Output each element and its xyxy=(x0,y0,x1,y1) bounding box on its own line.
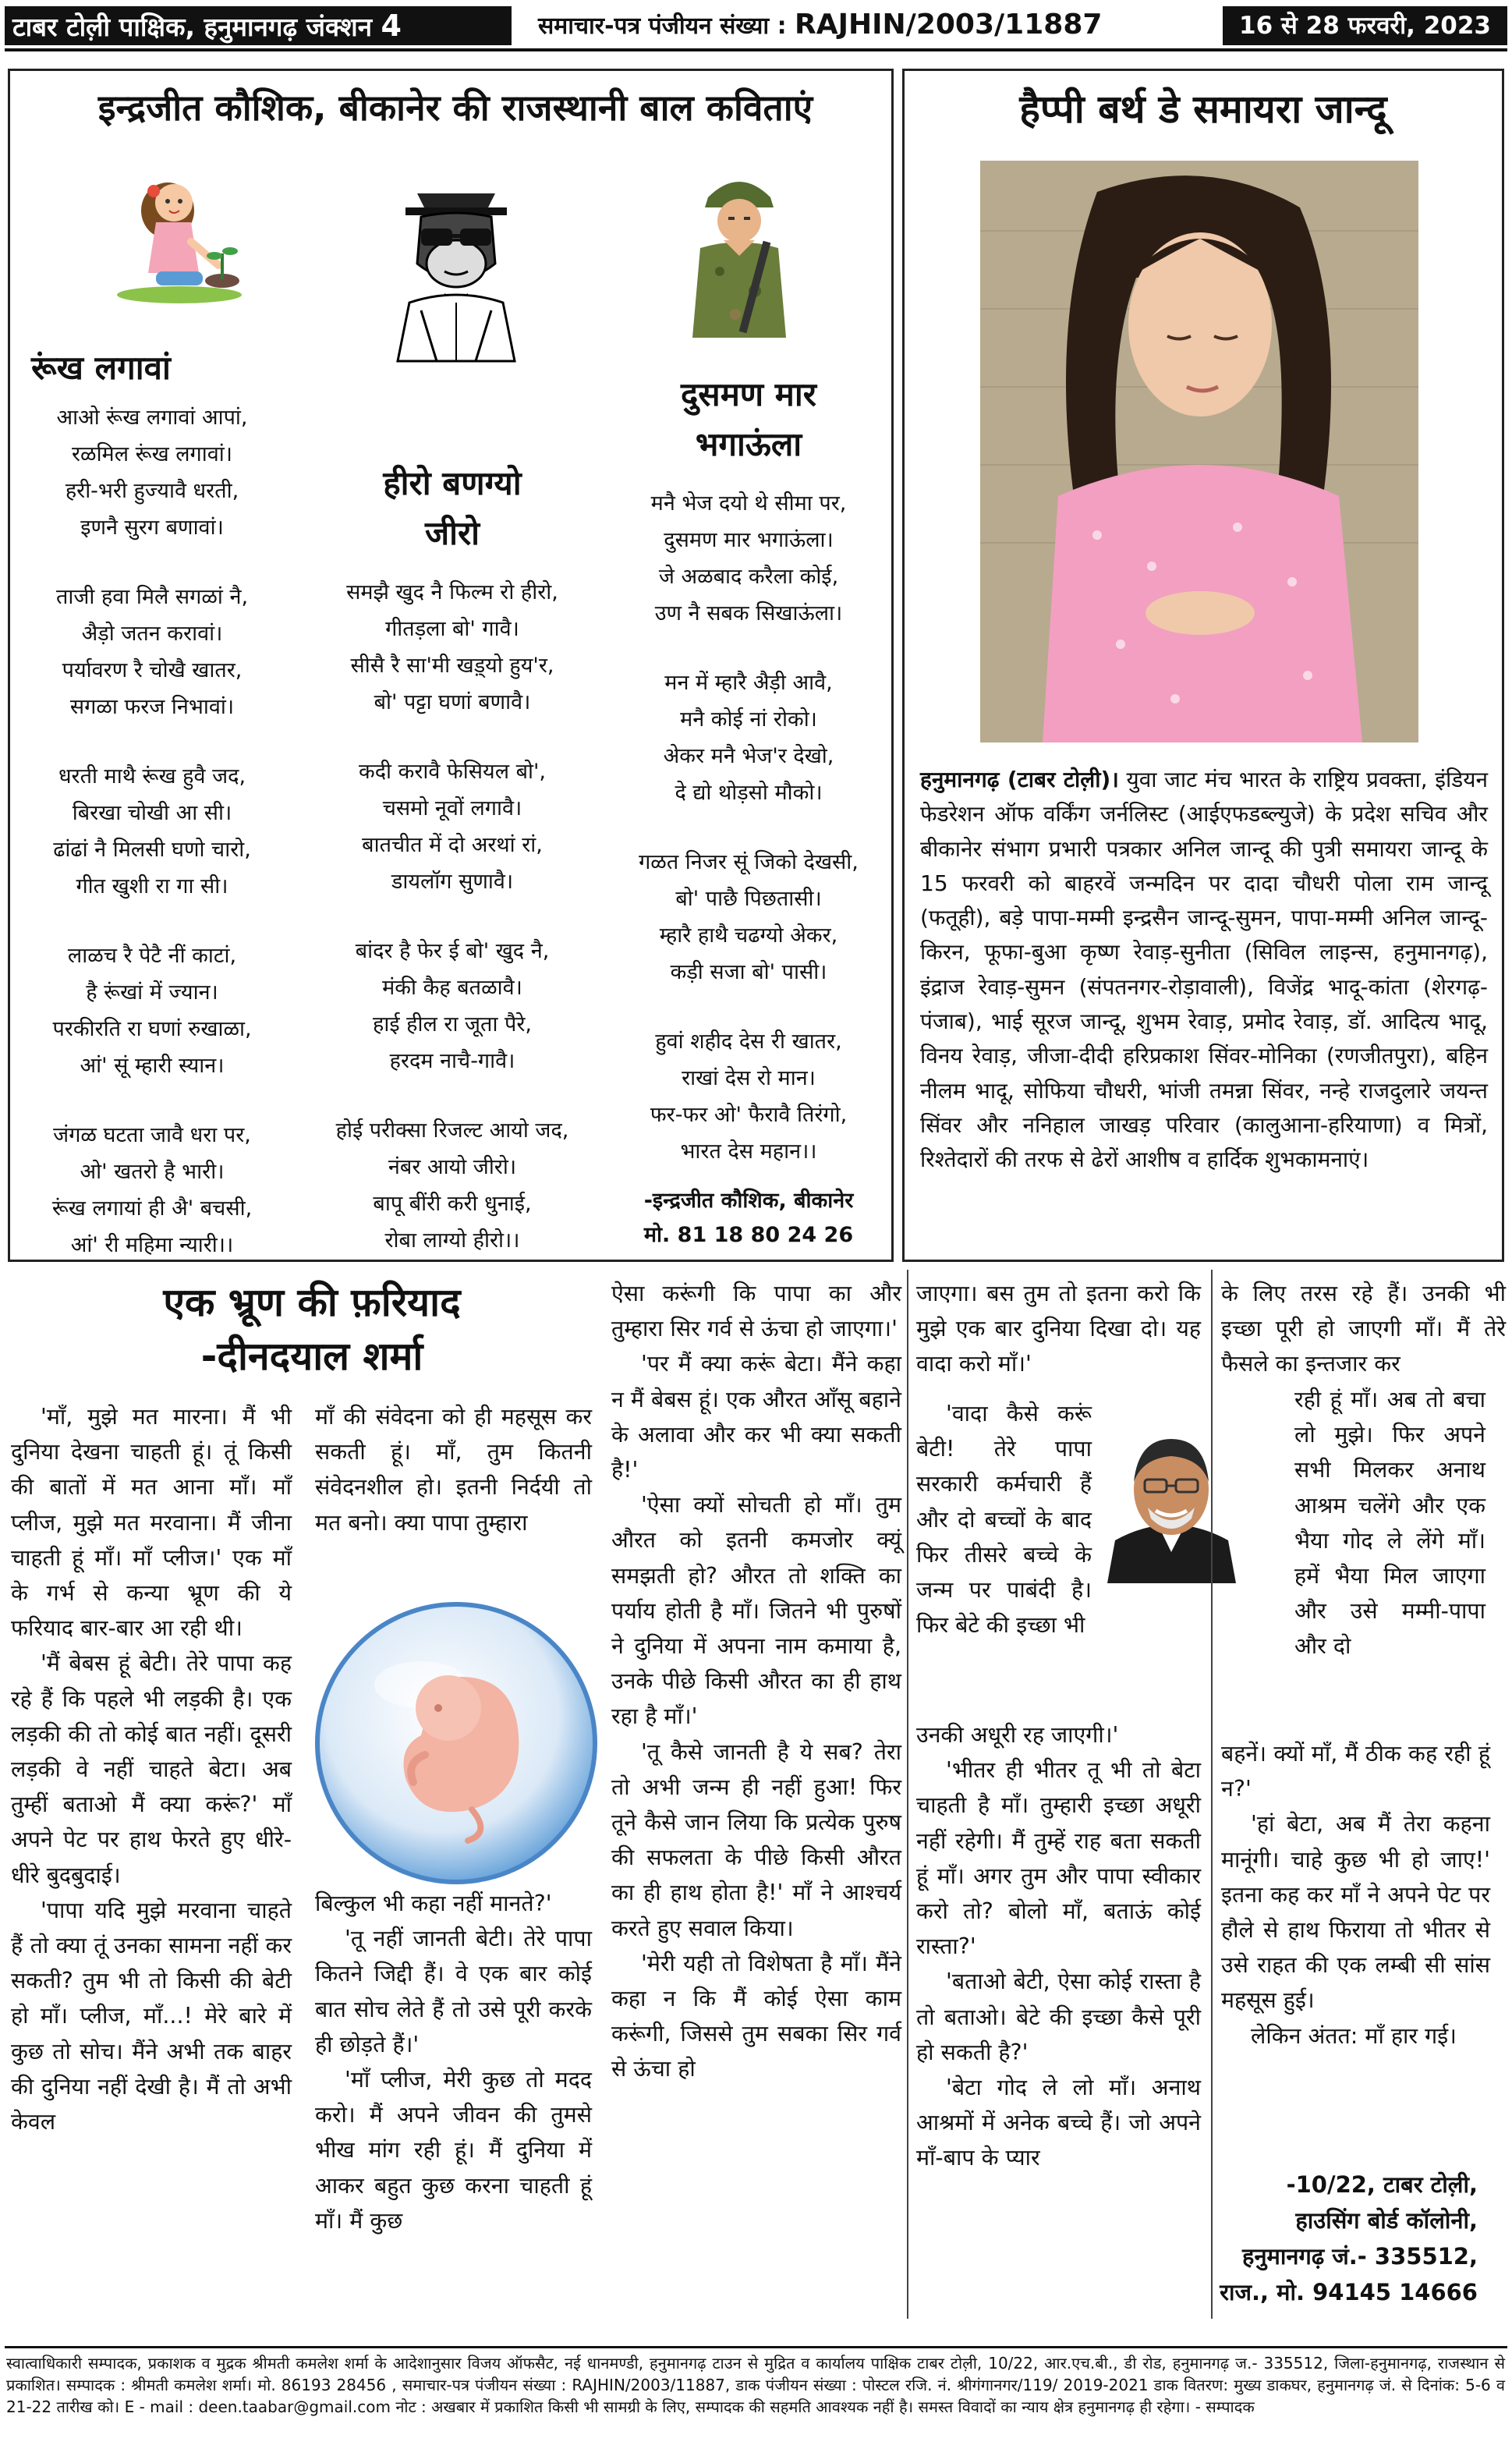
paper-title: टाबर टोल़ी पाक्षिक, हनुमानगढ़ जंक्शन xyxy=(12,12,373,42)
verse-line: रोबा लाग्यो हीरो।। xyxy=(384,1228,520,1253)
story-paragraph: लेकिन अंतत: माँ हार गई। xyxy=(1251,2022,1457,2049)
poem3-title-line2: भगाऊंला xyxy=(695,425,802,463)
story-paragraph: 'हां बेटा, अब मैं तेरा कहना मानूंगी। चाहे कुछ भी हो जाए!' इतना कह कर माँ ने अपने पेट पर हौले से हाथ फिराया तो भीतर से उसे राहत की एक लम्बी सी सांस महसूस हुई। xyxy=(1221,1811,1490,2014)
story-paragraph: 'बेटा गोद ले लो माँ। अनाथ आश्रमों में अनेक बच्चे हैं। जो अपने माँ-बाप के प्यार xyxy=(916,2075,1201,2171)
story-paragraph: 'मेरी यही तो विशेषता है माँ। मैंने कहा न कि मैं कोई ऐसा काम करूंगी, जिससे तुम सबका सिर गर्व से ऊंचा हो xyxy=(611,1950,901,2082)
poem2-stanza xyxy=(316,574,589,721)
poem3-title xyxy=(616,370,881,470)
masthead-title-box xyxy=(5,6,512,45)
story-paragraph: 'माँ, मुझे मत मारना। मैं भी दुनिया देखना चाहती हूं। तूं किसी की बातों में मत आना माँ। माँ प्लीज, मुझे मत मरवाना। मैं जीना चाहती हूं माँ। माँ प्लीज।' एक माँ के गर्भ से कन्या भ्रूण की ये फरियाद बार-बार आ रही थी। xyxy=(11,1404,292,1642)
story-paragraph: 'पर मैं क्या करूं बेटा। मैंने कहा न मैं बेबस हूं। एक औरत आँसू बहाने के अलावा और कर भी क्या सकती है!' xyxy=(611,1351,901,1483)
footer-rule xyxy=(5,2346,1507,2348)
verse-line: कदी करावै फेसियल बो', xyxy=(358,760,547,784)
verse-line: राखां देस रो मान। xyxy=(682,1066,816,1090)
verse-line: अैड़ो जतन करावां। xyxy=(81,622,223,646)
verse-line: नंबर आयो जीरो। xyxy=(388,1155,517,1179)
imprint-footer: स्वात्वाधिकारी सम्पादक, प्रकाशक व मुद्रक श्रीमती कमलेश शर्मा के आदेशानुसार विजय ऑफसैट, नई धानमण्डी, हनुमानगढ़ टाउन से मुद्रित व कार्यालय पाक्षिक टाबर टोल़ी, 10/22, आर.एच.बी., डी रोड, हनुमानगढ़ ज.- 335512, जिला-हनुमानगढ़, राजस्थान से प्रकाशित। सम्पादक : श्रीमती कमलेश शर्मा। मो. 86193 28456 , समाचार-पत्र पंजीयन संख्या : RAJHIN/2003/11887, डाक पंजीयन संख्या : पोस्टल रजि. नं. श्रीगंगानगर/119/ 2019-2021 डाक वितरण: मुख्य डाकघर, हनुमानगढ़ जं. से दिनांक: 5-6 व 21-22 तारीख को। E - mail : deen.taabar@gmail.com नोट : अखबार में प्रकाशित किसी भी सामग्री के लिए, सम्पादक की सहमति आवश्यक नहीं है। समस्त विवादों का न्याय क्षेत्र हनुमानगढ़ ही रहेगा। - सम्पादक xyxy=(6,2354,1505,2416)
verse-line: मन में म्हारै अैड़ी आवै, xyxy=(664,671,833,695)
verse-line: गीतड़ला बो' गावै। xyxy=(385,617,519,641)
verse-line: होई परीक्सा रिजल्ट आयो जद, xyxy=(335,1118,569,1143)
story-column-2-top xyxy=(315,1399,592,1540)
verse-line: चसमो नूवों लगावै। xyxy=(382,796,522,820)
verse-line: मंकी कैह बतळावै। xyxy=(382,976,522,1000)
verse-line: हरदम नाचै-गावै। xyxy=(389,1049,515,1073)
story-column-5-bottom xyxy=(1221,1736,1490,2054)
story-column-1 xyxy=(11,1399,292,2139)
issue-date: 16 से 28 फरवरी, 2023 xyxy=(1223,6,1507,45)
story-paragraph: 'तू नहीं जानती बेटी। तेरे पापा कितने जिद्दी हैं। वे एक बार कोई बात सोच लेते हैं तो उसे पूरी करके ही छोड़ते हैं।' xyxy=(315,1926,592,2057)
verse-line: म्हारै हाथै चढग्यो अेकर, xyxy=(659,923,838,948)
birthday-text xyxy=(920,763,1488,1178)
poem2-title-line2: जीरो xyxy=(424,514,480,552)
story-paragraph: 'बताओ बेटी, ऐसा कोई रास्ता है तो बताओ। बेटे की इच्छा कैसे पूरी हो सकती है?' xyxy=(916,1969,1201,2065)
verse-line: फर-फर ओ' फैरावै तिरंगो, xyxy=(650,1103,848,1127)
registration xyxy=(538,8,1216,44)
girl-photo xyxy=(980,161,1418,742)
verse-line: धरती माथै रूंख हुवै जद, xyxy=(58,764,246,789)
story-paragraph: 'मैं बेबस हूं बेटी। तेरे पापा कह रहे हैं कि पहले भी लड़की है। एक लड़की की तो कोई बात नहीं। दूसरी लड़की वे नहीं चाहते बेटा। अब तुम्हीं बताओ मैं क्या करूं?' माँ अपने पेट पर हाथ फेरते हुए धीरे-धीरे बुदबुदाई। xyxy=(11,1650,292,1888)
verse-line: सीसै रै सा'मी खड़्यो हुय'र, xyxy=(350,654,554,678)
verse-line: है रूंखां में ज्यान। xyxy=(86,980,218,1005)
verse-line: बातचीत में दो अरथां रां, xyxy=(362,833,543,857)
birthday-title: हैप्पी बर्थ डे समायरा जान्दू xyxy=(1019,87,1387,132)
poem3-stanza xyxy=(616,664,881,811)
story-paragraph: बहनें। क्यों माँ, मैं ठीक कह रही हूं न?' xyxy=(1221,1741,1490,1802)
soldier-illustration xyxy=(677,162,802,338)
verse-line: जंगळ घटता जावै धरा पर, xyxy=(53,1123,251,1147)
verse-line: ओ' खतरो है भारी। xyxy=(80,1160,225,1184)
story-title: एक भ्रूण की फ़रियाद xyxy=(163,1280,461,1325)
verse-line: गीत खुशी रा गा सी। xyxy=(76,874,228,898)
poem1-stanza xyxy=(23,758,281,905)
embryo-illustration xyxy=(312,1599,600,1887)
verse-line: दे द्यो थोड़सो मौको। xyxy=(675,781,823,805)
poem1-stanza xyxy=(23,399,281,546)
verse-line: बांदर है फेर ई बो' खुद नै, xyxy=(355,939,550,963)
verse-line: रूंख लगायां ही अै' बचसी, xyxy=(51,1196,253,1221)
story-paragraph: 'तू कैसे जानती है ये सब? तेरा तो अभी जन्म ही नहीं हुआ! फिर तूने कैसे जान लिया कि प्रत्येक पुरुष की सफलता के पीछे किसी औरत का ही हाथ होता है!' माँ ने आश्चर्य करते हुए सवाल किया। xyxy=(611,1738,901,1941)
registration-label: समाचार-पत्र पंजीयन संख्या : xyxy=(538,12,787,40)
story-column-2-bottom xyxy=(315,1886,592,2238)
poem2-title xyxy=(320,459,585,558)
verse-line: डायलॉग सुणावै। xyxy=(391,870,514,894)
verse-line: आओ रूंख लगावां आपां, xyxy=(56,406,248,430)
story-author: -दीनदयाल शर्मा xyxy=(200,1334,423,1379)
verse-line: दुसमण मार भगाऊंला। xyxy=(664,528,834,552)
poet-signature: -इन्द्रजीत कौशिक, बीकानेर xyxy=(643,1189,854,1213)
verse-line: रळमिल रूंख लगावां। xyxy=(72,442,232,466)
masthead-rule xyxy=(5,48,1507,51)
verse-line: कड़ी सजा बो' पासी। xyxy=(670,960,827,984)
verse-line: गळत निजर सूं जिको देखसी, xyxy=(639,850,859,874)
registration-number: RAJHIN/2003/11887 xyxy=(795,9,1103,41)
poem1-stanza xyxy=(23,1117,281,1263)
verse-line: भारत देस महान।। xyxy=(680,1139,817,1164)
poem3-stanza xyxy=(616,1023,881,1170)
verse-line: लाळच रै पेटै नीं काटां, xyxy=(67,944,237,968)
story-column-3 xyxy=(611,1276,901,2087)
story-paragraph: के लिए तरस रहे हैं। उनकी भी इच्छा पूरी हो जाएगी माँ। मैं तेरे फैसले का इन्तजार कर xyxy=(1221,1281,1506,1377)
poem1-stanza xyxy=(23,579,281,725)
story-paragraph: 'पापा यदि मुझे मरवाना चाहते हैं तो क्या तूं उनका सामना नहीं कर सकती? तुम भी तो किसी की बेटी हो माँ। प्लीज, माँ...! मेरे बारे में कुछ तो सोच। मैंने अभी तक बाहर की दुनिया नहीं देखी है। मैं तो अभी केवल xyxy=(11,1897,292,2135)
story-column-5-top xyxy=(1221,1276,1506,1382)
poem3-verse xyxy=(616,485,881,1253)
verse-line: आं' सूं म्हारी स्यान। xyxy=(80,1054,225,1078)
verse-line: बिरखा चोखी आ सी। xyxy=(72,801,232,825)
address-line: हनुमानगढ़ जं.- 335512, xyxy=(1242,2243,1478,2270)
verse-line: हरी-भरी हुज्यावै धरती, xyxy=(65,479,239,503)
author-address xyxy=(1216,2167,1478,2310)
verse-line: ताजी हवा मिलै सगळां नै, xyxy=(55,585,249,609)
address-line: हाउसिंग बोर्ड कॉलोनी, xyxy=(1295,2207,1478,2234)
story-paragraph: उनकी अधूरी रह जाएगी।' xyxy=(916,1722,1119,1748)
address-line: -10/22, टाबर टोल़ी, xyxy=(1286,2171,1478,2198)
verse-line: उण नै सबक सिखाऊंला। xyxy=(654,601,843,625)
verse-line: समझै खुद नै फिल्म रो हीरो, xyxy=(346,580,558,604)
poet-mobile: मो. 81 18 80 24 26 xyxy=(643,1223,854,1247)
verse-line: सगळा फरज निभावां। xyxy=(69,695,235,719)
story-paragraph: माँ की संवेदना को ही महसूस कर सकती हूं। माँ, तुम कितनी संवेदनशील हो। इतनी निर्दयी तो मत बनो। क्या पापा तुम्हारा xyxy=(315,1404,592,1536)
verse-line: इणनै सुरग बणावां। xyxy=(80,516,224,540)
story-column-4-side xyxy=(916,1396,1092,1643)
verse-line: हाई हील रा जूता पैरे, xyxy=(373,1012,532,1037)
story-paragraph: 'ऐसा क्यों सोचती हो माँ। तुम औरत को इतनी कमजोर क्यूं समझती हो? औरत तो शक्ति का पर्याय होती है माँ। जितने भी पुरुषों ने दुनिया में अपना नाम कमाया है, उनके पीछे किसी औरत का ही हाथ रहा है माँ।' xyxy=(611,1492,901,1730)
column-rule xyxy=(907,1270,908,2319)
verse-line: बो' पाछै पिछतासी। xyxy=(675,887,822,911)
story-paragraph: 'वादा कैसे करूं बेटी! तेरे पापा सरकारी कर्मचारी हैं और दो बच्चों के बाद फिर तीसरे बच्चे के जन्म पर पाबंदी है। फिर बेटे की इच्छा भी xyxy=(916,1401,1092,1639)
poem2-title-line1: हीरो बणग्यो xyxy=(383,464,522,502)
author-photo xyxy=(1099,1416,1244,1583)
story-column-4-bottom xyxy=(916,1717,1201,2176)
poem2-stanza xyxy=(316,753,589,900)
verse-line: बापू बींरी करी धुनाई, xyxy=(373,1192,532,1216)
page-number: 4 xyxy=(381,9,402,43)
poem2-verse xyxy=(316,574,589,1292)
verse-line: जे अळबाद करैला कोई, xyxy=(658,565,839,589)
poems-heading: इन्द्रजीत कौशिक, बीकानेर की राजस्थानी बाल कविताएं xyxy=(97,87,813,129)
verse-line: मनै कोई नां रोको। xyxy=(680,707,817,732)
story-column-5-side xyxy=(1294,1382,1485,1664)
poem1-verse xyxy=(23,399,281,1296)
story-paragraph: बिल्कुल भी कहा नहीं मानते?' xyxy=(315,1891,552,1916)
story-paragraph: ऐसा करूंगी कि पापा का और तुम्हारा सिर गर्व से ऊंचा हो जाएगा।' xyxy=(611,1281,901,1342)
poem3-title-line1: दुसमण मार xyxy=(681,375,816,413)
poem2-stanza xyxy=(316,1112,589,1259)
poem1-title: रूंख लगावां xyxy=(31,349,171,387)
verse-line: मनै भेज दयो थे सीमा पर, xyxy=(650,491,847,516)
verse-line: आं' री महिमा न्यारी।। xyxy=(70,1233,234,1257)
verse-line: बो' पट्टा घणां बणावै। xyxy=(374,690,531,714)
column-rule xyxy=(1211,1270,1213,2319)
poem3-stanza xyxy=(616,844,881,991)
verse-line: पर्यावरण रै चोखै खातर, xyxy=(62,658,243,682)
birthday-body: युवा जाट मंच भारत के राष्ट्रिय प्रवक्ता, इंडियन फेडरेशन ऑफ वर्किंग जर्नलिस्ट (आईएफडब्ल्युजे) के प्रदेश सचिव और बीकानेर संभाग प्रभारी पत्रकार अनिल जान्दू की पुत्री समायरा जान्दू के 15 फरवरी को बाहरवें जन्मदिन पर दादा चौधरी पोला राम जान्दू (फतूही), बड़े पापा-मम्मी इन्द्रसैन जान्दू-सुमन, पापा-मम्मी अनिल जान्दू-किरन, फूफा-बुआ कृष्ण रेवाड़-सुनीता (सिविल लाइन्स, हनुमानगढ़), इंद्राज रेवाड़-सुमन (संपतनगर-रोड़ावाली), विजेंद्र भादू-कांता (शेरगढ़-पंजाब), भाई सूरज जान्दू, शुभम रेवाड़, प्रमोद रेवाड़, डॉ. आदित्य भादू, विनय रेवाड़, जीजा-दीदी हरिप्रकाश सिंवर-मोनिका (रणजीतपुरा), बहिन नीलम भादू, सोफिया चौधरी, भांजी तमन्ना सिंवर, नन्हे राजदुलारे जयन्त सिंवर और ननिहाल जाखड़ परिवार (कालुआना-हरियाणा) व मित्रों, रिश्तेदारों की तरफ से ढेरों आशीष व हार्दिक शुभकामनाएं। xyxy=(920,767,1488,1173)
poem3-stanza xyxy=(616,485,881,632)
story-paragraph: 'माँ प्लीज, मेरी कुछ तो मदद करो। मैं अपने जीवन की तुमसे भीख मांग रही हूं। मैं दुनिया में आकर बहुत कुछ करना चाहती हूं माँ। मैं कुछ xyxy=(315,2067,592,2234)
monkey-hero-illustration xyxy=(378,178,534,361)
birthday-dateline: हनुमानगढ़ (टाबर टोल़ी)। xyxy=(920,767,1119,792)
verse-line: हुवां शहीद देस री खातर, xyxy=(655,1029,842,1054)
story-column-4-top xyxy=(916,1276,1201,1382)
story-paragraph: 'भीतर ही भीतर तू भी तो बेटा चाहती है माँ। तुम्हारी इच्छा अधूरी नहीं रहेगी। मैं तुम्हें राह बता सकती हूं माँ। अगर तुम और पापा स्वीकार करो तो? बोलो माँ, बताऊं कोई रास्ता?' xyxy=(916,1757,1201,1960)
poem2-stanza xyxy=(316,933,589,1079)
verse-line: अेकर मनै भेज'र देखो, xyxy=(663,744,834,768)
verse-line: ढांढां नै मिलसी घणो चारो, xyxy=(53,838,251,862)
poem1-stanza xyxy=(23,937,281,1084)
girl-planting-illustration xyxy=(113,156,246,304)
story-paragraph: रही हूं माँ। अब तो बचा लो मुझे। फिर अपने सभी मिलकर अनाथ आश्रम चलेंगे और एक भैया गोद ले लेंगे माँ। हमें भैया मिल जाएगा और उसे मम्मी-पापा और दो xyxy=(1294,1387,1485,1660)
address-line: राज., मो. 94145 14666 xyxy=(1220,2279,1478,2305)
verse-line: परकीरति रा घणां रुखाळा, xyxy=(52,1017,252,1041)
story-paragraph: जाएगा। बस तुम तो इतना करो कि मुझे एक बार दुनिया दिखा दो। यह वादा करो माँ।' xyxy=(916,1281,1201,1377)
